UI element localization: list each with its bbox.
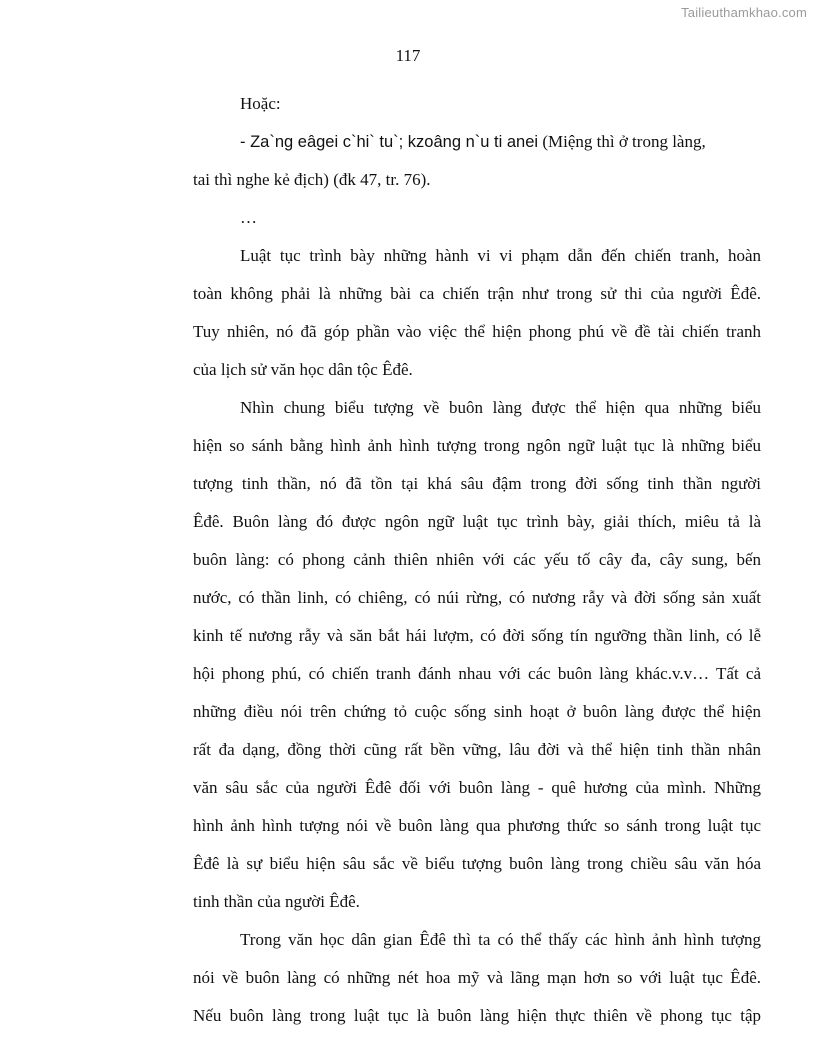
watermark: Tailieuthamkhao.com: [681, 5, 807, 20]
text-line: tượng tinh thần, nó đã tồn tại khá sâu đậm trong đời sống tinh thần người: [193, 474, 761, 493]
quote-translation-cont: tai thì nghe kẻ địch) (đk 47, tr. 76).: [193, 170, 431, 189]
text-line: Nếu buôn làng trong luật tục là buôn làng hiện thực thiên về phong tục tập: [193, 1006, 761, 1025]
paragraph: [193, 389, 761, 921]
page-number: 117: [395, 46, 421, 65]
ellipsis: …: [240, 208, 257, 227]
text-line: buôn làng: có phong cảnh thiên nhiên với các yếu tố cây đa, cây sung, bến: [193, 550, 761, 569]
text-line: Tuy nhiên, nó đã góp phần vào việc thể hiện phong phú về đề tài chiến tranh: [193, 322, 761, 341]
text-line: những điều nói trên chứng tỏ cuộc sống sinh hoạt ở buôn làng được thể hiện: [193, 702, 761, 721]
text-line: rất đa dạng, đồng thời cũng rất bền vững, lâu đời và thể hiện tinh thần nhân: [193, 740, 761, 759]
quote-line: [193, 123, 761, 161]
text-line: kinh tế nương rẫy và săn bắt hái lượm, có đời sống tín ngưỡng thần linh, có lễ: [193, 626, 761, 645]
text-line: Trong văn học dân gian Êđê thì ta có thể thấy các hình ảnh hình tượng: [240, 930, 761, 949]
quote-translation: (Miệng thì ở trong làng,: [538, 132, 706, 151]
text-line: của lịch sử văn học dân tộc Êđê.: [193, 360, 413, 379]
text-line: nói về buôn làng có những nét hoa mỹ và lãng mạn hơn so với luật tục Êđê.: [193, 968, 761, 987]
text-line: hình ảnh hình tượng nói về buôn làng qua phương thức so sánh trong luật tục: [193, 816, 761, 835]
text-line: Êđê. Buôn làng đó được ngôn ngữ luật tục trình bày, giải thích, miêu tả là: [193, 512, 761, 531]
text-line: hội phong phú, có chiến tranh đánh nhau với các buôn làng khác.v.v… Tất cả: [193, 664, 761, 683]
ede-quote: - Za`ng eâgei c`hi` tu`; kzoâng n`u ti anei: [240, 133, 539, 151]
intro-label: Hoặc:: [240, 94, 281, 113]
text-line: hiện so sánh bằng hình ảnh hình tượng trong ngôn ngữ luật tục là những biểu: [193, 436, 761, 455]
text-line: tinh thần của người Êđê.: [193, 892, 360, 911]
text-line: toàn không phải là những bài ca chiến trận như trong sử thi của người Êđê.: [193, 284, 761, 303]
text-line: văn sâu sắc của người Êđê đối với buôn làng - quê hương của mình. Những: [193, 778, 761, 797]
paragraph: [193, 237, 761, 389]
paragraphs: [193, 237, 761, 1035]
text-line: nước, có thần linh, có chiêng, có núi rừng, có nương rẫy và đời sống sản xuất: [193, 588, 761, 607]
text-line: Êđê là sự biểu hiện sâu sắc về biểu tượng buôn làng trong chiều sâu văn hóa: [193, 854, 761, 873]
document-body: [193, 85, 761, 1035]
text-line: Luật tục trình bày những hành vi vi phạm dẫn đến chiến tranh, hoàn: [240, 246, 761, 265]
paragraph: [193, 921, 761, 1035]
text-line: Nhìn chung biểu tượng về buôn làng được thể hiện qua những biểu: [240, 398, 761, 417]
